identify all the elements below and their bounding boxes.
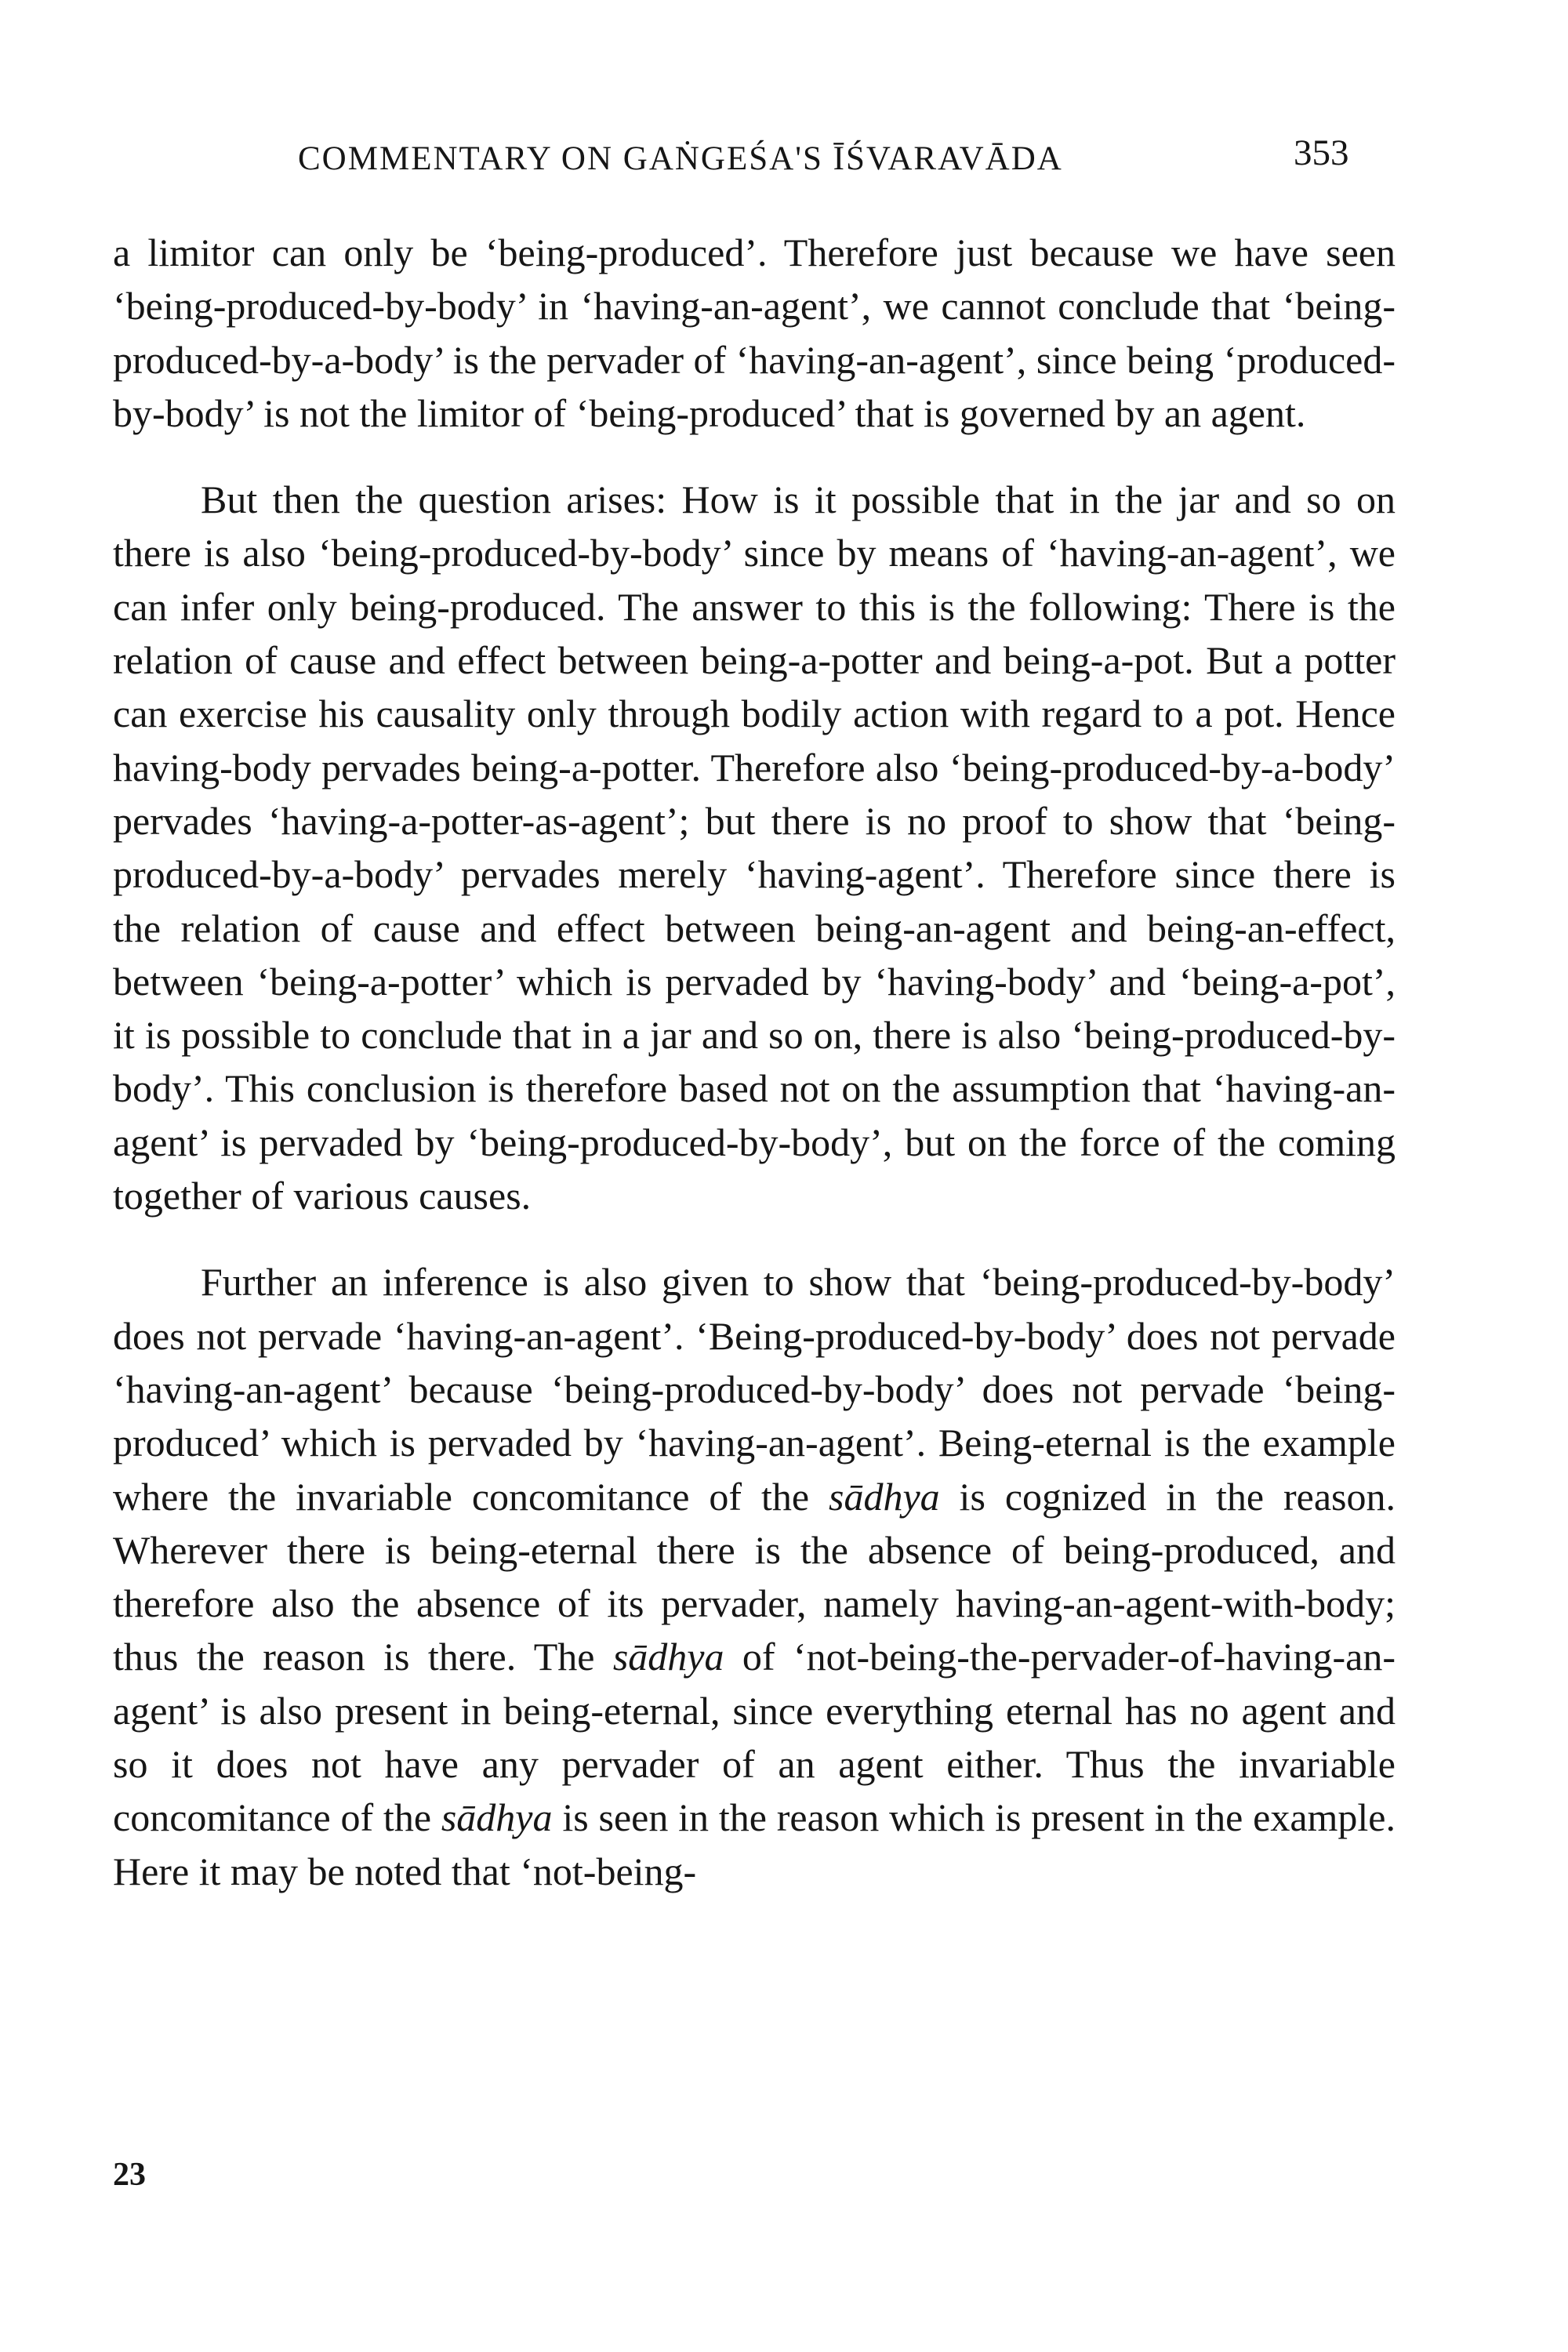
italic-term-sadhya: sādhya <box>441 1795 553 1840</box>
paragraph-1: a limitor can only be ‘being-produced’. Therefore just because we have seen ‘being-produced-by-body’ in ‘having-an-agent’, we cannot conclude that ‘being-produced-by-a-body’ is the pervader of ‘having-an-agent’, since being ‘produced-by-body’ is not the limitor of ‘being-produced’ that is governed by an agent. <box>113 230 1396 435</box>
italic-term-sadhya: sādhya <box>828 1474 940 1519</box>
printer-signature-mark: 23 <box>113 2157 146 2193</box>
paragraph-3 <box>113 1255 1396 1898</box>
paragraph-3-text: Further an inference is also given to show that ‘being-produced-by-body’ does not pervade ‘having-an-agent’. ‘Being-produced-by-body’ does not pervade ‘having-an-agent’ because ‘being-produced-by-body’ does not pervade ‘being-produced’ which is pervaded by ‘having-an-agent’. Being-eternal is the example where the invariable concomitance of the <box>113 1260 1396 1519</box>
paragraph-3-text: is cognized in the reason. Wherever there is being-eternal there is the absence of being-produced, and therefore also the absence of its pervader, namely having-an-agent-with-body; thus the reason is there. The <box>113 1474 1396 1679</box>
running-head-title: COMMENTARY ON GAṄGEŚA'S ĪŚVARAVĀDA <box>298 140 1063 177</box>
paragraph-2: But then the question arises: How is it possible that in the jar and so on there is also ‘being-produced-by-body’ since by means of ‘having-an-agent’, we can infer only being-produced. The answer to this is the following: There is the relation of cause and effect between being-a-potter and being-a-pot. But a potter can exercise his causality only through bodily action with regard to a pot. Hence having-body pervades being-a-potter. Therefore also ‘being-produced-by-a-body’ pervades ‘having-a-potter-as-agent’; but there is no proof to show that ‘being-produced-by-a-body’ pervades merely ‘having-agent’. Therefore since there is the relation of cause and effect between being-an-agent and being-an-effect, between ‘being-a-potter’ which is pervaded by ‘having-body’ and ‘being-a-pot’, it is possible to conclude that in a jar and so on, there is also ‘being-produced-by-body’. This conclusion is therefore based not on the assumption that ‘having-an-agent’ is pervaded by ‘being-produced-by-body’, but on the force of the coming together of various causes. <box>113 477 1396 1218</box>
body-text <box>113 226 1396 1898</box>
italic-term-sadhya: sādhya <box>612 1635 724 1679</box>
paragraph-3-text: of ‘not-being-the-pervader-of-having-an-agent’ is also present in being-eternal, since everything eternal has no agent and so it does not have any pervader of an agent either. Thus the invariable concomitance of the <box>113 1635 1396 1840</box>
paragraph-3-text: is seen in the reason which is present in the example. Here it may be noted that ‘not-being- <box>113 1795 1396 1893</box>
page-number: 353 <box>1294 132 1349 173</box>
